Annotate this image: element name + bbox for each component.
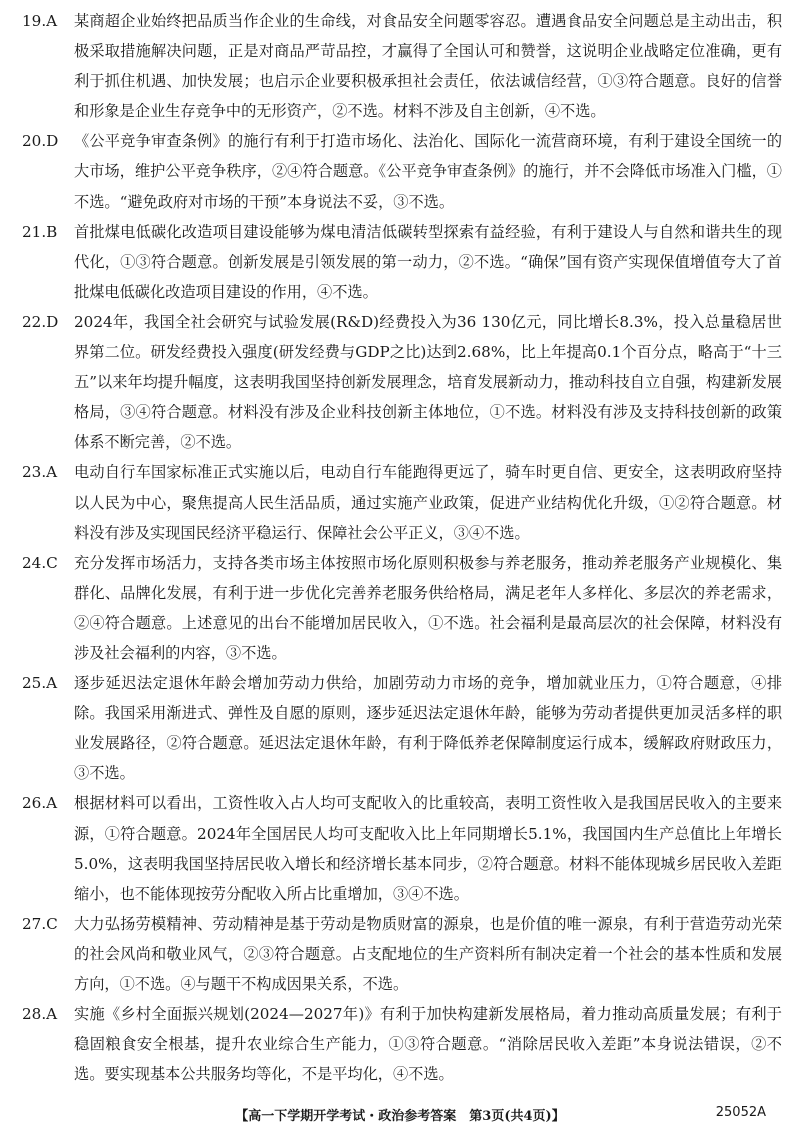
answer-number <box>22 999 74 1089</box>
answer-number <box>22 126 74 216</box>
answer-item <box>22 217 782 307</box>
question-number: 23. <box>22 463 47 482</box>
answer-number <box>22 6 74 126</box>
question-number: 27. <box>22 914 47 933</box>
paper-code: 25052A <box>715 1105 766 1120</box>
answer-list <box>22 6 782 1089</box>
answer-choice: D <box>46 132 59 151</box>
answer-explanation: 电动自行车国家标准正式实施以后，电动自行车能跑得更远了，骑车时更自信、更安全，这表明政府坚持以人民为中心，聚焦提高人民生活品质，通过实施产业政策，促进产业结构优化升级，①②符合题意。材料没有涉及实现国民经济平稳运行、保障社会公平正义，③④不选。 <box>74 463 782 542</box>
footer-title: 【高一下学期开学考试・政治参考答案 第3页(共4页)】 <box>235 1109 565 1124</box>
answer-number <box>22 909 74 999</box>
question-number: 24. <box>22 553 47 572</box>
answer-explanation: 实施《乡村全面振兴规划(2024—2027年)》有利于加快构建新发展格局，着力推动高质量发展；有利于稳固粮食安全根基，提升农业综合生产能力，①③符合题意。“消除居民收入差距”本身说法错误，②不选。要实现基本公共服务均等化，不是平均化，④不选。 <box>74 1005 782 1084</box>
answer-item <box>22 999 782 1089</box>
answer-choice: A <box>46 1005 58 1024</box>
question-number: 21. <box>22 222 47 241</box>
answer-number <box>22 548 74 668</box>
answer-item <box>22 788 782 908</box>
answer-explanation: 某商超企业始终把品质当作企业的生命线，对食品安全问题零容忍。遭遇食品安全问题总是主动出击，积极采取措施解决问题，正是对商品严苛品控，才赢得了全国认可和赞誉，这说明企业战略定位准确，更有利于抓住机遇、加快发展；也启示企业要积极承担社会责任，依法诚信经营，①③符合题意。良好的信誉和形象是企业生存竞争中的无形资产，②不选。材料不涉及自主创新，④不选。 <box>74 12 782 121</box>
answer-explanation: 根据材料可以看出，工资性收入占人均可支配收入的比重较高，表明工资性收入是我国居民收入的主要来源，①符合题意。2024年全国居民人均可支配收入比上年同期增长5.1%，我国国内生产总值比上年增长5.0%，这表明我国坚持居民收入增长和经济增长基本同步，②符合题意。材料不能体现城乡居民收入差距缩小，也不能体现按劳分配收入所占比重增加，③④不选。 <box>74 794 782 903</box>
answer-choice: C <box>46 914 58 933</box>
answer-number <box>22 217 74 307</box>
answer-explanation: 首批煤电低碳化改造项目建设能够为煤电清洁低碳转型探索有益经验，有利于建设人与自然和谐共生的现代化，①③符合题意。创新发展是引领发展的第一动力，②不选。“确保”国有资产实现保值增值夸大了首批煤电低碳化改造项目建设的作用，④不选。 <box>74 222 782 301</box>
question-number: 20. <box>22 132 47 151</box>
question-number: 22. <box>22 312 47 331</box>
answer-choice: A <box>46 12 58 30</box>
question-number: 19. <box>22 12 47 30</box>
answer-number <box>22 457 74 547</box>
answer-number <box>22 788 74 908</box>
answer-choice: D <box>46 312 59 331</box>
answer-item <box>22 548 782 668</box>
answer-choice: A <box>46 463 58 482</box>
answer-item <box>22 457 782 547</box>
answer-number <box>22 668 74 788</box>
answer-explanation: 充分发挥市场活力，支持各类市场主体按照市场化原则积极参与养老服务，推动养老服务产业规模化、集群化、品牌化发展，有利于进一步优化完善养老服务供给格局，满足老年人多样化、多层次的养老需求，②④符合题意。上述意见的出台不能增加居民收入，①不选。社会福利是最高层次的社会保障，材料没有涉及社会福利的内容，③不选。 <box>74 553 782 662</box>
answer-explanation: 《公平竞争审查条例》的施行有利于打造市场化、法治化、国际化一流营商环境，有利于建设全国统一的大市场，维护公平竞争秩序，②④符合题意。《公平竞争审查条例》的施行，并不会降低市场准入门槛，①不选。“避免政府对市场的干预”本身说法不妥，③不选。 <box>74 132 782 211</box>
answer-number <box>22 307 74 457</box>
answer-explanation: 大力弘扬劳模精神、劳动精神是基于劳动是物质财富的源泉，也是价值的唯一源泉，有利于营造劳动光荣的社会风尚和敬业风气，②③符合题意。占支配地位的生产资料所有制决定着一个社会的基本性质和发展方向，①不选。④与题干不构成因果关系，不选。 <box>74 914 782 993</box>
answer-item <box>22 6 782 126</box>
question-number: 28. <box>22 1005 47 1024</box>
answer-item <box>22 909 782 999</box>
page-footer <box>0 1102 800 1128</box>
question-number: 25. <box>22 674 47 693</box>
answer-item <box>22 668 782 788</box>
answer-choice: B <box>46 222 58 241</box>
question-number: 26. <box>22 794 47 813</box>
answer-choice: A <box>46 674 58 693</box>
answer-item <box>22 307 782 457</box>
answer-choice: A <box>46 794 58 813</box>
answer-explanation: 2024年，我国全社会研究与试验发展(R&D)经费投入为36 130亿元，同比增长8.3%，投入总量稳居世界第二位。研发经费投入强度(研发经费与GDP之比)达到2.68%，比上年提高0.1个百分点，略高于“十三五”以来年均提升幅度，这表明我国坚持创新发展理念，培育发展新动力，推动科技自立自强，构建新发展格局，③④符合题意。材料没有涉及企业科技创新主体地位，①不选。材料没有涉及支持科技创新的政策体系不断完善，②不选。 <box>74 312 782 452</box>
answer-explanation: 逐步延迟法定退休年龄会增加劳动力供给，加剧劳动力市场的竞争，增加就业压力，①符合题意，④排除。我国采用渐进式、弹性及自愿的原则，逐步延迟法定退休年龄，能够为劳动者提供更加灵活多样的职业发展路径，②符合题意。延迟法定退休年龄，有利于降低养老保障制度运行成本，缓解政府财政压力，③不选。 <box>74 674 782 783</box>
answer-item <box>22 126 782 216</box>
answer-choice: C <box>46 553 58 572</box>
